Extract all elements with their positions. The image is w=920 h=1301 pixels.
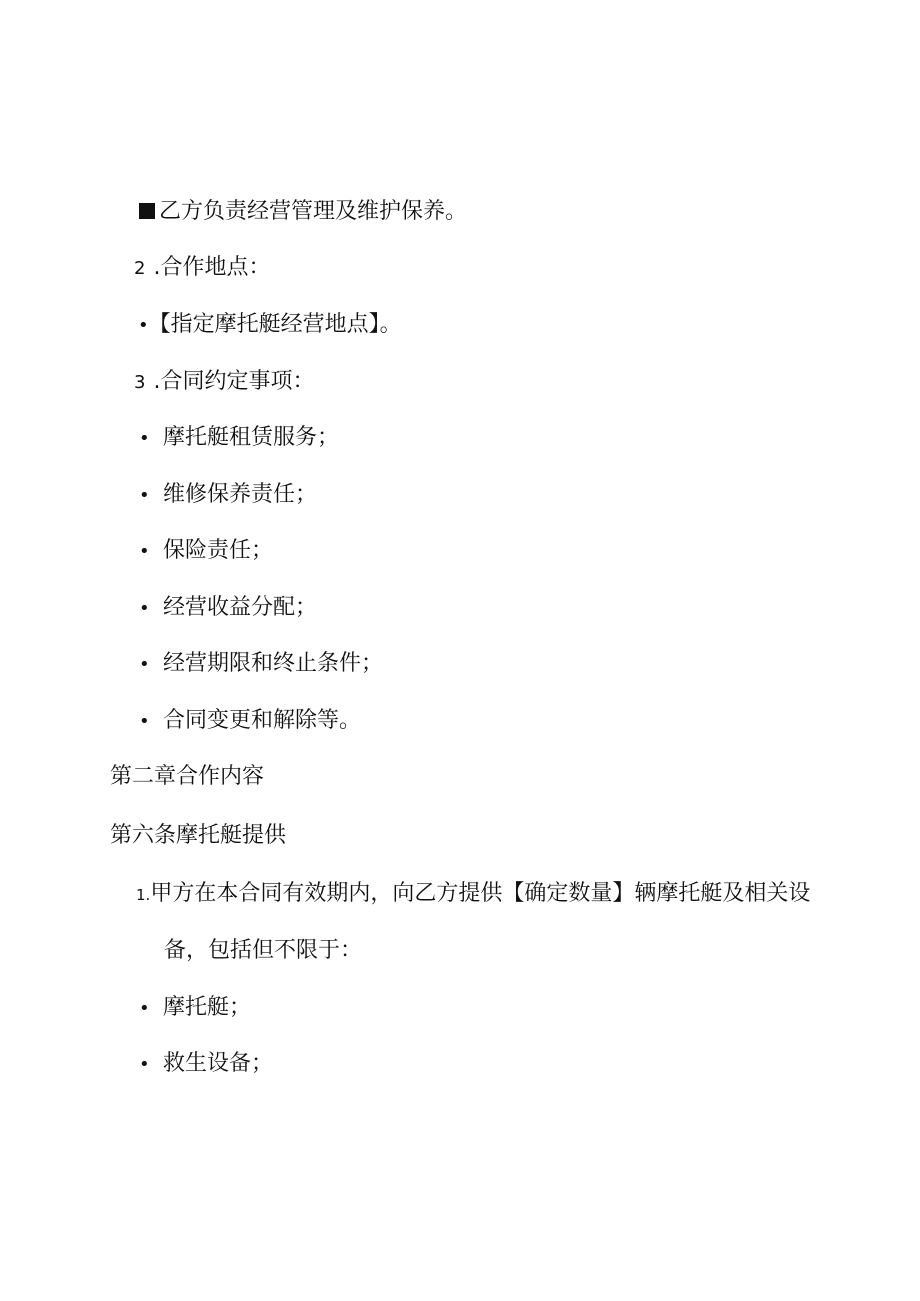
- article-paragraph-line2: 备，包括但不限于：: [164, 938, 363, 963]
- bullet-icon: •: [139, 998, 150, 1019]
- bullet-icon: •: [139, 598, 150, 619]
- bullet-icon: •: [139, 711, 150, 732]
- list-item-text: 合同变更和解除等。: [163, 708, 362, 733]
- list-item: [139, 594, 317, 623]
- paragraph-text: 乙方负责经营管理及维护保养。: [159, 199, 468, 224]
- bullet-icon: •: [139, 1054, 150, 1075]
- list-item: [139, 481, 317, 510]
- list-item: [139, 994, 251, 1023]
- list-item: [139, 650, 383, 679]
- section-number: 3: [134, 372, 146, 393]
- list-item: [139, 424, 339, 453]
- list-item-text: 维修保养责任；: [163, 482, 318, 507]
- list-item-text: 摩托艇租赁服务；: [163, 425, 340, 450]
- bullet-icon: •: [138, 315, 149, 336]
- section-cooperation-location: [134, 254, 270, 283]
- bullet-icon: •: [139, 654, 150, 675]
- section-heading-text: .合同约定事项：: [153, 369, 315, 394]
- article-title: 第六条摩托艇提供: [110, 823, 287, 848]
- list-item: [139, 1050, 273, 1079]
- section-number: 2: [134, 258, 146, 279]
- paragraph-text: 甲方在本合同有效期内，向乙方提供【确定数量】辆摩托艇及相关设: [150, 881, 811, 906]
- location-item: [138, 311, 402, 340]
- list-item-text: 经营期限和终止条件；: [163, 651, 384, 676]
- list-item-text: 摩托艇；: [163, 995, 252, 1020]
- list-item: [139, 537, 273, 566]
- list-item-text: 救生设备；: [163, 1051, 274, 1076]
- bullet-icon: •: [139, 541, 150, 562]
- chapter-title: 第二章合作内容: [110, 764, 265, 789]
- location-text: 【指定摩托艇经营地点】。: [148, 312, 402, 337]
- list-item-text: 经营收益分配；: [163, 595, 318, 620]
- list-item-text: 保险责任；: [163, 538, 274, 563]
- bullet-icon: •: [139, 485, 150, 506]
- section-contract-terms: [134, 368, 314, 397]
- section-heading-text: .合作地点：: [153, 255, 271, 280]
- list-item: [139, 707, 361, 736]
- paragraph-number: 1.: [136, 886, 151, 904]
- square-bullet-icon: [139, 203, 155, 219]
- article-paragraph-line1: [136, 880, 810, 909]
- paragraph-responsibility: [139, 198, 467, 226]
- bullet-icon: •: [139, 428, 150, 449]
